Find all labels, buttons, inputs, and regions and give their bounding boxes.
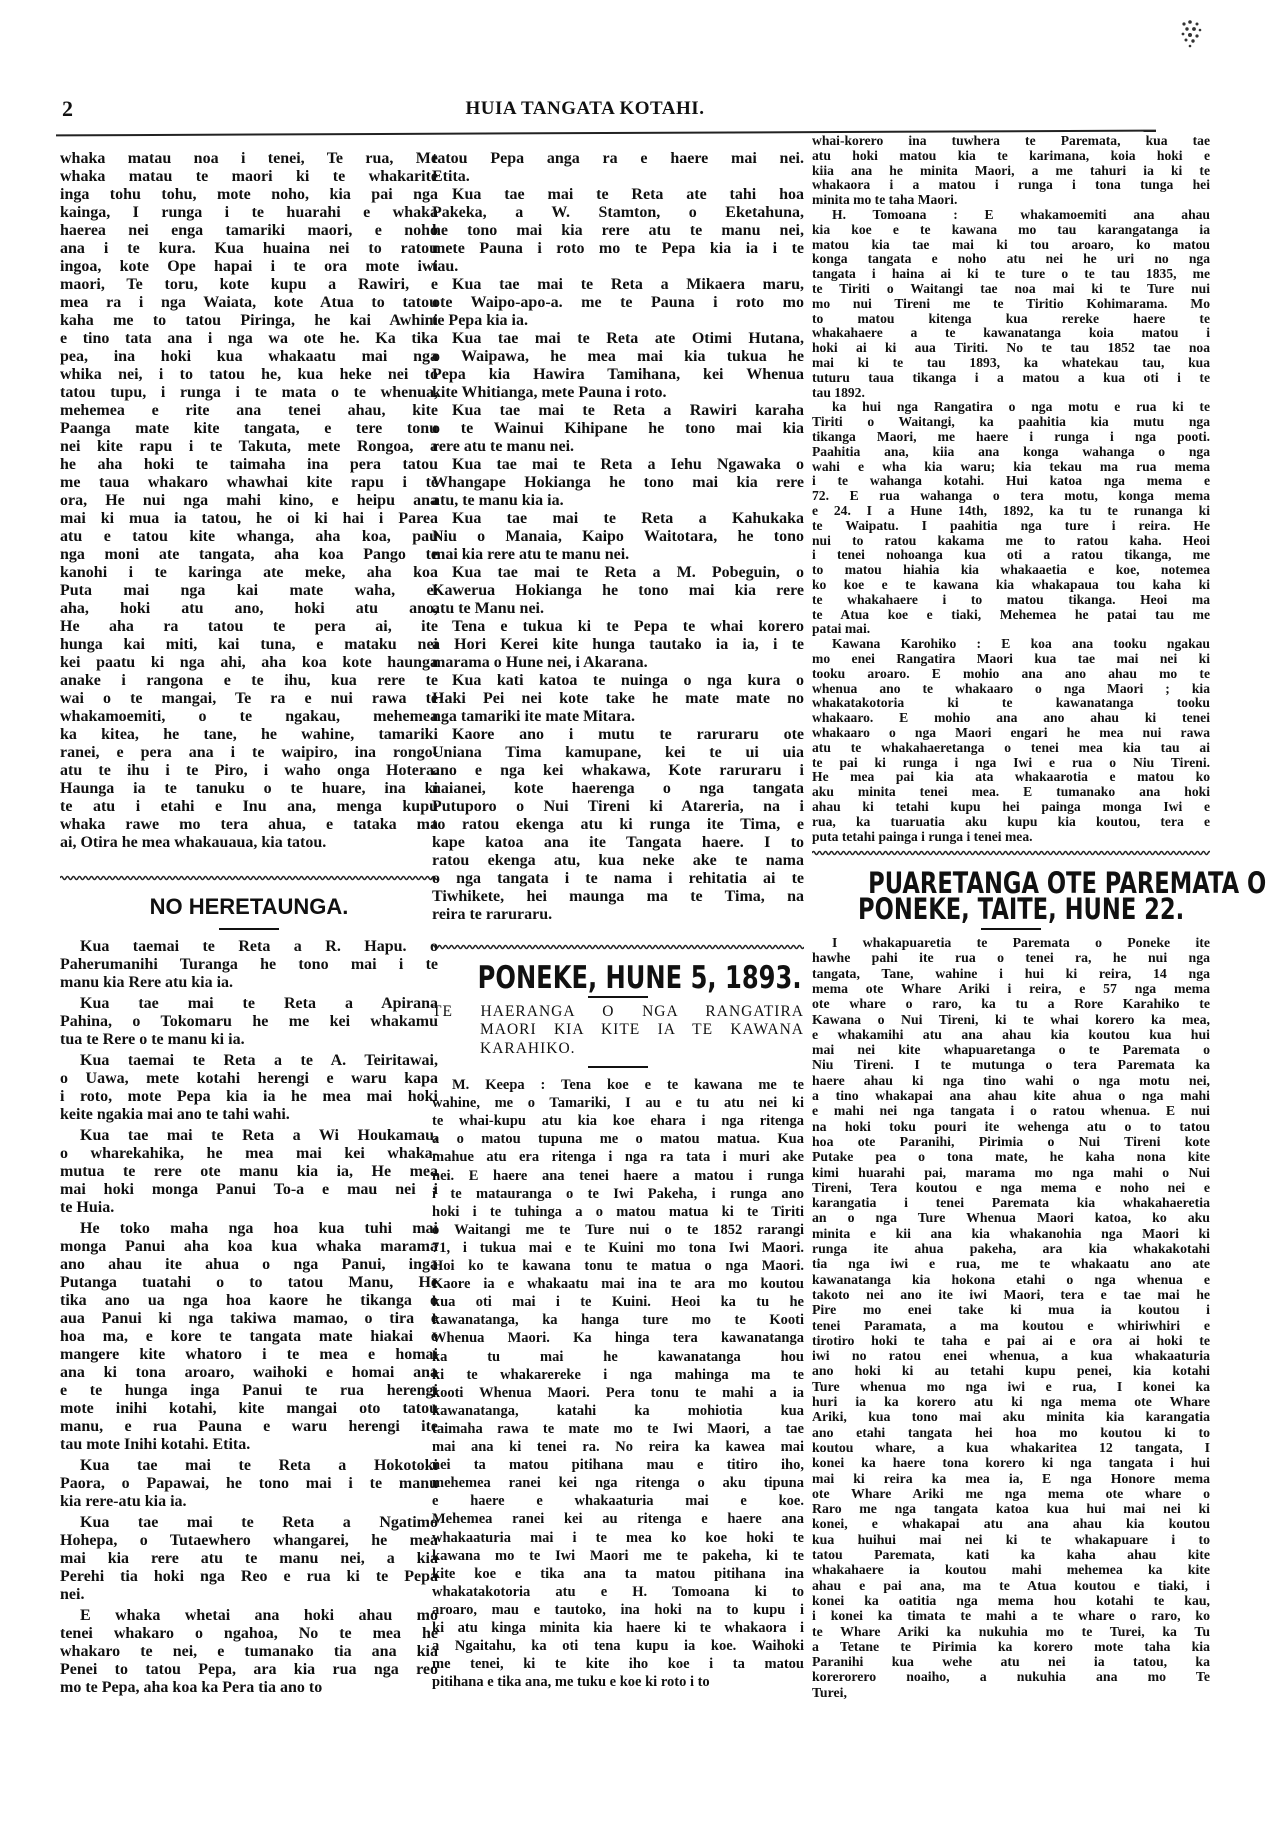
- text-line: ora, He nui nga mahi kino, e heipu ana: [60, 492, 438, 509]
- text-line: Niu o Manaia, Kaipo Waitotara, he tono: [432, 528, 804, 545]
- text-line: takoto nei ano ite iwi Maori, tera e tae mai he: [812, 1286, 1210, 1302]
- text-line: kimi huarahi pai, marama mo nga mahi o Nui: [812, 1164, 1210, 1180]
- text-line: tatou tupu, i runga i te mata o te whenua,: [60, 384, 438, 401]
- text-line: Etita.: [432, 168, 470, 185]
- text-line: marama o Hune nei, i Akarana.: [432, 654, 648, 671]
- text-line: kanohi i te karinga ate meke, aha koa: [60, 564, 438, 581]
- text-line: an o nga Ture Whenua Maori katoa, ko aku: [812, 1210, 1210, 1226]
- text-line: tika ano ua nga hoa kaore he tikanga o: [60, 1292, 438, 1309]
- text-line: te Huia.: [60, 1199, 115, 1216]
- text-line: ahau ki tetahi kupu hei painga monga Iwi e: [812, 800, 1210, 814]
- text-line: e haere e whakaaturia mai e koe.: [432, 1493, 804, 1510]
- text-line: atu hoki matou kia te karimana, koia hoki e: [812, 148, 1210, 163]
- article-heading-text: PUARETANGA OTE PAREMATA O: [868, 865, 1267, 900]
- text-line: kawanatanga, ka hanga ture mo te Kooti: [432, 1312, 804, 1329]
- text-line: nei kite rapu i te Takuta, mete Rongoa, a: [60, 438, 438, 455]
- text-line: kawanatanga kia hokona etahi o nga whenua e: [812, 1271, 1210, 1287]
- text-line: tirotiro hoki te taha e pai ai e ora ai hoki te: [812, 1332, 1210, 1348]
- text-line: rua, ka tuaruatia aku kupu kia koutou, tera e: [812, 814, 1210, 829]
- text-line: atu te ihu i te Piro, i waho onga Hotera.: [60, 762, 438, 779]
- text-line: atu, te manu kia ia.: [432, 492, 564, 509]
- text-line: a Ngaitahu, ka oti tena kupu ia koe. Waihoki: [432, 1638, 804, 1655]
- text-line: patai mai.: [812, 622, 871, 637]
- text-line: i te wahanga kotahi. Hui katoa nga mema e: [812, 474, 1210, 489]
- text-line: te Tiriti o Waitangi tae noa mai ki te Ture nui: [812, 282, 1210, 296]
- text-line: o Waipawa, he mea mai kia tukua he: [432, 348, 804, 365]
- text-line: Kua tae mai te Reta a Hokotoki: [80, 1457, 438, 1474]
- text-line: Paahitia ana, kiia ana konga wahanga o nga: [812, 444, 1210, 459]
- page-number: 2: [62, 96, 73, 121]
- text-line: kia rere-atu kia ia.: [60, 1493, 187, 1510]
- text-line: kawanatanga, katahi ka mohiotia kua: [432, 1402, 804, 1419]
- text-line: aha, hoki atu ano, hoki atu ano,: [60, 600, 438, 617]
- text-line: mehemea ranei kei nga ritenga o aku tipuna: [432, 1475, 804, 1492]
- text-line: Putuporo o Nui Tireni ki Atareria, na i: [432, 798, 804, 815]
- text-line: Tiwhikete, hei maunga ma te Tima, na: [432, 888, 804, 905]
- text-line: ki te whakarereke i nga mahinga ma te: [432, 1366, 804, 1383]
- text-line: tenei Paramata, a ma koutou e whiriwhiri e: [812, 1317, 1210, 1333]
- text-line: huri ia ka korero atu ki nga mema ote Whare: [812, 1394, 1210, 1409]
- text-line: whika nei, i to tatou he, kua heke nei to: [60, 366, 438, 383]
- text-line: he aha hoki te taimaha ina pera tatou: [60, 456, 438, 473]
- text-line: mai ki mua ia tatou, he oi ki hai i Parea: [60, 510, 438, 527]
- text-line: hunga kai miti, kai tuna, e mataku nei: [60, 636, 438, 653]
- text-line: minita e kii ana kia whakanohia nga Maori ki: [812, 1225, 1210, 1241]
- text-line: kawana mo te Iwi Maori me te pakeha, ki te: [432, 1547, 804, 1564]
- article-heading: [432, 959, 804, 996]
- heading-underline: [588, 996, 648, 998]
- text-line: nga tamariki ite mate Mitara.: [432, 708, 636, 725]
- text-line: Kua kati katoa te nuinga o nga kura o: [452, 672, 804, 689]
- text-line: tatou Pepa anga ra e haere mai nei.: [432, 150, 804, 167]
- text-line: Pahina, o Tokomaru he me kei whakamu: [60, 1013, 438, 1030]
- text-line: Kua tae mai te Reta ate Otimi Hutana,: [452, 330, 804, 347]
- text-line: He toko maha nga hoa kua tuhi mai: [80, 1220, 438, 1237]
- text-line: ka tu mai he kawanatanga hou: [432, 1348, 804, 1365]
- text-line: ano etahi tangata hei hoa mo koutou ki to: [812, 1424, 1210, 1440]
- text-line: hawhe pahi ite rua o tenei ra, he nui nga: [812, 950, 1210, 966]
- text-line: manu kia Rere atu kia ia.: [60, 974, 234, 991]
- text-line: M. Keepa : Tena koe e te kawana me te: [452, 1077, 804, 1093]
- text-line: ano ahau ite ahua o nga Panui, inga: [60, 1256, 438, 1273]
- text-line: mea ra i nga Waiata, kote Atua to tatou: [60, 294, 438, 311]
- text-line: na hoki toku pouri ite wehenga atu o to tatou: [812, 1118, 1210, 1134]
- text-line: Kua tae mai te Reta a Iehu Ngawaka o: [452, 456, 804, 473]
- text-line: konga tangata e noho atu nei he uri no nga: [812, 252, 1210, 267]
- text-line: to matou kitenga kua rereke haere te: [812, 311, 1210, 326]
- text-line: E whaka whetai ana hoki ahau mo: [80, 1607, 438, 1624]
- text-line: whakatakotoria ki te kawanatanga tooku: [812, 696, 1210, 711]
- text-line: kite Whitianga, mete Pauna i roto.: [432, 384, 667, 401]
- text-line: i tenei nohoanga kua oti a ratou tikanga, me: [812, 548, 1210, 563]
- text-line: tau mote Inihi kotahi. Etita.: [60, 1436, 251, 1453]
- text-line: maori, Te toru, kote kupu a Rawiri, e: [60, 276, 438, 293]
- text-line: e whakamihi atu ana ahau kia koutou kua hui: [812, 1026, 1210, 1042]
- text-line: Kua tae mai te Reta a Kahukaka: [452, 510, 804, 527]
- text-line: mai kia rere atu te manu nei, a kia: [60, 1550, 438, 1567]
- text-line: kape katoa ana ite Tangata haere. I to: [432, 834, 804, 851]
- text-line: mo nui Tireni me te Tiritio Kohimarama. Mo: [812, 296, 1210, 311]
- text-line: mai nei kite whapuaretanga o te Paremata o: [812, 1042, 1210, 1058]
- text-line: Kaore ia e whakaatu mai ina te ara mo koutou: [432, 1276, 804, 1293]
- text-line: atu e tatou kite whanga, aha koa, pau: [60, 528, 438, 545]
- text-line: me tenei, ki te kite iho koe i ta matou: [432, 1656, 804, 1673]
- text-line: whakamoemiti, o te ngakau, mehemea: [60, 708, 438, 725]
- text-line: aroaro, mau e tautoko, ina hoki na to kupu i: [432, 1601, 804, 1618]
- text-line: to matou hiahia kia whakaaetia e koe, notemea: [812, 563, 1210, 578]
- text-line: Putake pea o tona mate, he kaha nona kite: [812, 1149, 1210, 1165]
- text-line: nei.: [60, 1586, 85, 1603]
- text-line: wai o te mangai, Te ra e nui rawa te: [60, 690, 438, 707]
- text-line: Kua tae mai te Reta a Apirana: [80, 995, 438, 1012]
- text-line: kia koe e te kawana mo tau karangatanga ia: [812, 222, 1210, 237]
- text-line: Perehi tia hoki nga Reo e rua ki te Pepa: [60, 1568, 438, 1585]
- text-line: kite koe e tika ana ta matou pitihana ina: [432, 1565, 804, 1582]
- text-line: te Whare Ariki ka nukuhia mo te Turei, ka Tu: [812, 1623, 1210, 1639]
- text-line: hoa ote Paranihi, Pirimia o Nui Tireni kote: [812, 1133, 1210, 1149]
- text-line: tuturu taua tikanga i a matou a kua oti i te: [812, 370, 1210, 385]
- text-line: haerea nei enga tamariki maori, e noho: [60, 222, 438, 239]
- text-line: mema ote Whare Ariki i reira, e 57 nga mema: [812, 980, 1210, 996]
- text-line: Uniana Tima kamupane, kei te ui uia: [432, 744, 804, 761]
- text-line: aku minita tenei mea. E tumanako ana hoki: [812, 785, 1210, 800]
- text-line: to ratou ekenga atu ki runga ite Tima, e: [432, 816, 804, 833]
- text-line: pitihana e tika ana, me tuku e koe ki roto i to: [432, 1674, 710, 1691]
- text-line: mehemea e rite ana tenei ahau, kite: [60, 402, 438, 419]
- text-line: kua oti mai i te Kuini. Heoi ka tu he: [432, 1294, 804, 1311]
- text-line: Hohepa, o Tutaewhero whangarei, he mea: [60, 1532, 438, 1549]
- text-line: whaka matau te maori ki te whakarite: [60, 168, 438, 185]
- text-line: tangata i haina ai ki te ture o te tau 1835, me: [812, 267, 1210, 282]
- text-line: e mahi nei nga tangata i o ratou whenua. E nui: [812, 1103, 1210, 1119]
- text-line: Putanga tuatahi o to tatou Manu, He: [60, 1274, 438, 1291]
- text-line: Kua tae mai te Reta ate tahi hoa: [452, 186, 804, 203]
- text-line: a Tetane te Pirimia ka korero mote taha kia: [812, 1638, 1210, 1654]
- wavy-divider: [60, 874, 438, 882]
- text-line: anake i rangona e te ihu, kua rere te: [60, 672, 438, 689]
- text-line: Pepa kia Hawira Tamihana, kei Whenua: [432, 366, 804, 383]
- text-line: H. Tomoana : E whakamoemiti ana ahau: [832, 208, 1210, 222]
- text-line: Penei to tatou Pepa, ara kia rua nga reo: [60, 1661, 438, 1678]
- text-line: tua te Rere o te manu ki ia.: [60, 1031, 245, 1048]
- text-line: iwi no ratou enei whenua, a kua whakaaturia: [812, 1348, 1210, 1364]
- text-line: konei, e whakapai atu ana ahau kia koutou: [812, 1516, 1210, 1532]
- text-line: Mehemea ranei kei au ritenga e haere ana: [432, 1511, 804, 1528]
- printer-ornament-icon: [1178, 18, 1204, 48]
- text-line: wahi e wha kia waru; kia tekau ma rua mema: [812, 459, 1210, 474]
- text-line: wahine, me o Tamariki, I au e tu atu nei ki: [432, 1095, 804, 1112]
- text-line: he tono mai kia rere atu te manu nei,: [432, 222, 804, 239]
- text-line: te whai-kupu atu kia koe ehara i nga ritenga: [432, 1113, 804, 1130]
- text-line: Whangape Hokianga he tono mai kia rere: [432, 474, 804, 491]
- text-line: monga Panui aha koa kua whaka marama: [60, 1238, 438, 1255]
- text-line: ai, Otira he mea whakauaua, kia tatou.: [60, 834, 327, 851]
- text-line: Kua tae mai te Reta a M. Pobeguin, o: [452, 564, 804, 581]
- text-line: nei ta matou pitihana mau e titiro iho,: [432, 1457, 804, 1474]
- text-line: whakaro te nei, e tumanako tia ana kia: [60, 1643, 438, 1660]
- text-line: ingoa, kote Ope hapai i te ora mote iwi: [60, 258, 438, 275]
- text-line: whakahaere a te kawanatanga koia matou i: [812, 326, 1210, 341]
- text-line: tikanga Maori, me haere i runga i nga pooti.: [812, 430, 1210, 444]
- text-line: Haunga ia te tanuku o te huare, ina ki: [60, 780, 438, 797]
- text-line: ki atu kinga minita kia haere ki te whakaora i: [432, 1620, 804, 1636]
- text-line: koutou whare, a kua whakaritea 12 tangata, I: [812, 1439, 1210, 1455]
- text-line: aua Panui ki nga takiwa mamao, o tira e: [60, 1310, 438, 1327]
- text-line: kainga, I runga i te huarahi e whaka: [60, 204, 438, 221]
- text-line: Kua taemai te Reta a te A. Teiritawai,: [80, 1052, 438, 1069]
- text-line: tenei whakaro o ngahoa, No te mea he: [60, 1625, 438, 1642]
- article-heading-text: PONEKE, TAITE, HUNE 22.: [858, 891, 1185, 926]
- text-line: Kawana o Nui Tireni, ki te whai korero ka mea,: [812, 1011, 1210, 1027]
- text-line: e tino tata ana i nga wa ote he. Ka tika: [60, 330, 438, 347]
- text-line: mai ana ki tenei ra. No reira ka kawea mai: [432, 1439, 804, 1455]
- text-line: te whakahaere i to matou tikanga. Heoi ma: [812, 592, 1210, 607]
- text-line: mahue atu era ritenga i nga ra tata i muri ake: [432, 1149, 804, 1166]
- text-line: mote inihi kotahi, kite mangai oto tatou: [60, 1400, 438, 1417]
- text-line: Tena e tukua ki te Pepa te whai korero: [452, 618, 804, 635]
- text-line: Kaore ano i mutu te raruraru ote: [452, 726, 804, 743]
- text-line: ano e nga kei whakawa, Kote raruraru i: [432, 762, 804, 779]
- text-line: Niu Tireni. I te mutunga o tera Paremata ka: [812, 1057, 1210, 1073]
- text-line: ka hui nga Rangatira o nga motu e rua ki te: [832, 400, 1210, 415]
- text-line: e 24. I a Hune 14th, 1892, ka tu te runanga ki: [812, 504, 1210, 518]
- text-line: kua huihui mai nei ki te whakapuare i to: [812, 1531, 1210, 1547]
- text-line: atu te Manu nei.: [432, 600, 544, 617]
- text-line: inga tohu tohu, mote noho, kia pai nga: [60, 186, 438, 203]
- text-line: Pakeka, a W. Stamton, o Eketahuna,: [432, 204, 804, 221]
- text-line: ka kitea, he tane, he wahine, tamariki: [60, 726, 438, 743]
- text-line: minita mo te taha Maori.: [812, 193, 958, 208]
- text-line: konei ka oatitia nga mema hou kotahi te kau,: [812, 1592, 1210, 1608]
- text-line: karangatia i tenei Paremata kia whakahaeretia: [812, 1195, 1210, 1211]
- text-line: Paanga mate kite tangata, e tere tonu: [60, 420, 438, 437]
- text-line: Raro me nga tangata katoa kua hui mai nei ki: [812, 1501, 1210, 1517]
- text-line: keite ngakia mai ano te tahi wahi.: [60, 1106, 290, 1123]
- text-line: whakaaturia mai i te mea ko koe hoki te: [432, 1529, 804, 1546]
- article-subheading: KARAHIKO.: [480, 1040, 576, 1057]
- text-line: ana ki tona aroaro, waihoki e homai ana: [60, 1364, 438, 1381]
- text-line: mai hoki monga Panui To-a e mau nei i: [60, 1181, 438, 1198]
- text-line: mangere kite whatoro i te mea e homai: [60, 1346, 438, 1363]
- text-line: Turei,: [812, 1684, 847, 1700]
- text-line: reira te raruraru.: [432, 906, 553, 923]
- text-line: o Uawa, mete kotahi herengi e waru kapa: [60, 1070, 438, 1087]
- text-line: mo te Pepa, aha koa ka Pera tia ano to: [60, 1679, 323, 1696]
- text-line: taimaha rawa te mate mo te Iwi Maori, a tae: [432, 1420, 804, 1437]
- text-line: ko koe e te kawana kia whakapaua tou kaha ki: [812, 578, 1210, 592]
- text-line: ana i te kura. Kua huaina nei to ratou: [60, 240, 438, 257]
- text-line: ote whare o raro, ka tu a Rore Karahiko te: [812, 996, 1210, 1012]
- text-line: mai ki reira ka mea ia, E nga Honore mema: [812, 1470, 1210, 1486]
- text-line: runga ite ahua pakeha, ara kia whakakotahi: [812, 1241, 1210, 1256]
- subheading-underline: [588, 1066, 648, 1068]
- text-line: Puta mai nga kai mate waha, ei: [60, 582, 438, 599]
- text-line: konei ka haere tona korero ki nga tangata i hui: [812, 1455, 1210, 1471]
- article-subheading: MAORI KIA KITE IA TE KAWANA: [480, 1021, 804, 1038]
- text-line: o wharekahika, he mea mai kei whaka-: [60, 1145, 438, 1162]
- text-line: tangata, Tane, wahine i hui ki reira, 14 nga: [812, 965, 1210, 981]
- text-line: Pire mo enei take ki mua ia koutou i: [812, 1302, 1210, 1318]
- text-line: nei. E haere ana tenei haere a matou i runga: [432, 1167, 804, 1184]
- text-line: whai-korero ina tuwhera te Paremata, kua tae: [812, 134, 1210, 148]
- text-line: 71, i tukua mai e te Kuini mo tona Iwi Maori.: [432, 1239, 804, 1256]
- text-line: Paherumanihi Turanga he tono mai i te: [60, 956, 438, 973]
- text-line: puta tetahi painga i runga i tenei mea.: [812, 829, 1033, 844]
- text-line: nga moni ate tangata, aha koa Pango te: [60, 546, 438, 563]
- text-line: atu te whakahaeretanga o tenei mea kia tau ai: [812, 740, 1210, 755]
- text-line: te atu i etahi e Inu ana, menga kupu: [60, 798, 438, 815]
- text-line: whakaaro. E mohio ana ano ahau ki tenei: [812, 711, 1210, 726]
- text-line: He aha ra tatou te pera ai, ite: [60, 618, 438, 635]
- text-line: a o matou tupuna me o matou matua. Kua: [432, 1131, 804, 1148]
- text-line: a tino whakapai ana ahau kite ahua o nga mahi: [812, 1088, 1210, 1103]
- text-line: e te hunga inga Panui te rua herengi: [60, 1382, 438, 1399]
- text-line: matou kia tae mai ki tou aroaro, ko matou: [812, 237, 1210, 252]
- text-line: Kua tae mai te Reta a Wi Houkamau,: [80, 1127, 438, 1144]
- text-line: te Waipatu. I paahitia nga ture i reira. He: [812, 518, 1210, 533]
- text-line: whenua ano te whakaaro o nga Maori ; kia: [812, 681, 1210, 696]
- text-line: whakatakotoria atu e H. Tomoana ki to: [432, 1583, 804, 1600]
- text-line: te Pepa kia ia.: [432, 312, 528, 329]
- text-line: a Hori Kerei kite hunga tautako ia ia, i te: [432, 636, 804, 653]
- text-line: Kua tae mai te Reta a Rawiri karaha: [452, 402, 804, 419]
- text-line: ote Waipo-apo-a. me te Pauna i roto mo: [432, 294, 804, 311]
- text-line: Haki Pei nei kote take he mate mate no: [432, 690, 804, 707]
- text-line: Kawerua Hokianga he tono mai kia rere: [432, 582, 804, 599]
- text-line: nui to ratou kakama me to ratou kaha. Heoi: [812, 533, 1210, 548]
- text-line: mai kia rere atu te manu nei.: [432, 546, 630, 563]
- masthead-title: HUIA TANGATA KOTAHI.: [465, 98, 705, 119]
- text-line: tau.: [432, 258, 459, 275]
- text-line: naianei, kote haerenga o nga tangata: [432, 780, 804, 797]
- text-line: pea, ina hoki kua whakaatu mai nga: [60, 348, 438, 365]
- text-line: mo enei Rangatira Maori kua tae mai nei ki: [812, 652, 1210, 666]
- text-line: kei paatu ki nga ahi, aha koa kote haunga: [60, 654, 438, 671]
- text-line: Paranihi kua wehe atu nei ia tatou, ka: [812, 1654, 1210, 1670]
- article-heading: [812, 891, 1210, 926]
- text-line: hoki ai ki aua Tiriti. No te tau 1852 tae noa: [812, 341, 1210, 356]
- wavy-divider: [812, 849, 1210, 857]
- text-line: Kua tae mai te Reta a Mikaera maru,: [452, 276, 804, 293]
- text-line: rere atu te manu nei.: [432, 438, 575, 455]
- text-line: 72. E rua wahanga o tera motu, konga mema: [812, 489, 1210, 504]
- text-line: mai ki te tau 1893, ka whatekau tau, kua: [812, 356, 1210, 370]
- article-heading-text: PONEKE, HUNE 5, 1893.: [477, 959, 802, 996]
- text-line: te Atua koe e tiaki, Mehemea he patai tau me: [812, 607, 1210, 622]
- text-line: ranei, e pera ana i te waipiro, ina rongo-: [60, 744, 438, 761]
- text-line: He mea pai kia ata whakaarotia e matou ko: [812, 770, 1210, 785]
- text-line: whakaora i a matou i runga i tona tunga hei: [812, 178, 1210, 193]
- text-line: tia nga iwi e rua, me te whakaatu ano ate: [812, 1256, 1210, 1272]
- text-line: Ariki, kua tono mai aku minita kia karangatia: [812, 1409, 1210, 1425]
- text-line: Ture whenua mo nga iwi e rua, I konei ka: [812, 1378, 1210, 1394]
- text-line: I whakapuaretia te Paremata o Poneke ite: [832, 935, 1210, 950]
- text-line: whakaaro o nga Maori engari he mea nui rawa: [812, 726, 1210, 740]
- text-line: whakahaere ia koutou mahi mehemea ka kite: [812, 1562, 1210, 1578]
- article-subheading: TE HAERANGA O NGA RANGATIRA: [432, 1003, 804, 1020]
- text-line: kaha me to tatou Piringa, he kai Awhini: [60, 312, 438, 329]
- text-line: Kawana Karohiko : E koa ana tooku ngakau: [832, 637, 1210, 652]
- text-line: kooti Whenua Maori. Pera tonu te mahi a ia: [432, 1384, 804, 1401]
- heading-underline: [981, 928, 1041, 930]
- text-line: kiia ana he minita Maori, a me tahuri ia ki te: [812, 163, 1210, 178]
- article-heading: NO HERETAUNGA.: [149, 894, 349, 919]
- text-line: i te matauranga o te Iwi Pakeha, i runga ano: [432, 1185, 804, 1202]
- text-line: korerorero noaiho, a nukuhia ana mo Te: [812, 1669, 1210, 1685]
- text-line: whaka rawe mo tera ahua, e tataka ma: [60, 816, 438, 833]
- text-line: tooku aroaro. E mohio ana ano ahau mo te: [812, 666, 1210, 681]
- text-line: Tiriti o Waitangi, ka paahitia kia mutu nga: [812, 415, 1210, 430]
- text-line: te pai ki runga i nga Iwi e rua o Niu Tireni.: [812, 755, 1210, 770]
- text-line: o nga tangata i te nama i rehitatia ai te: [432, 870, 804, 887]
- text-line: o te Wainui Kihipane he tono mai kia: [432, 420, 804, 437]
- text-line: hoa ma, e kore te tangata mate hiakai e: [60, 1328, 438, 1345]
- text-line: Kua tae mai te Reta a Ngatimo: [80, 1514, 438, 1531]
- text-line: Tireni, Tera koutou e nga mema e noho nei e: [812, 1179, 1210, 1195]
- text-line: i konei ka timata te mahi a te whare o raro, ko: [812, 1608, 1210, 1624]
- text-line: mutua te rere ote manu kia ia, He mea: [60, 1163, 438, 1180]
- text-line: tatou Paremata, kati ka kaha ahau kite: [812, 1547, 1210, 1562]
- text-line: hoki i te tuhinga a o matou matua ki te Tiriti: [432, 1203, 804, 1220]
- text-line: tau 1892.: [812, 385, 865, 400]
- text-line: manu, e rua Pauna e waru herengi ite: [60, 1418, 438, 1435]
- text-line: o Waitangi me te Ture nui o te 1852 rarangi: [432, 1221, 804, 1238]
- text-line: i roto, mote Pepa kia ia he mea mai hoki: [60, 1088, 438, 1105]
- text-line: ratou ekenga atu, kua neke ake te nama: [432, 852, 804, 869]
- text-line: Kua taemai te Reta a R. Hapu. o: [80, 938, 438, 955]
- text-line: ahau e pai ana, ma te Atua koutou e tiaki, i: [812, 1577, 1210, 1593]
- text-line: ano hoki ki au tetahi kupu penei, kia kotahi: [812, 1363, 1210, 1379]
- text-line: Paora, o Papawai, he tono mai i te manu: [60, 1475, 438, 1492]
- text-line: mete Pauna i roto mo te Pepa kia ia i te: [432, 240, 804, 257]
- text-line: me taua whakaro whawhai kite rapu i te: [60, 474, 438, 491]
- text-line: Whenua Maori. Ka hinga tera kawanatanga: [432, 1330, 804, 1347]
- wavy-divider: [432, 943, 804, 951]
- heading-underline: [219, 928, 279, 930]
- text-line: haere ahau ki nga tino wahi o nga motu nei,: [812, 1072, 1210, 1088]
- text-line: whaka matau noa i tenei, Te rua, Me: [60, 150, 438, 167]
- text-line: ote Whare Ariki me nga mema ote whare o: [812, 1485, 1210, 1501]
- text-line: Hoi ko te kawana tonu te matua o nga Maori.: [432, 1258, 804, 1274]
